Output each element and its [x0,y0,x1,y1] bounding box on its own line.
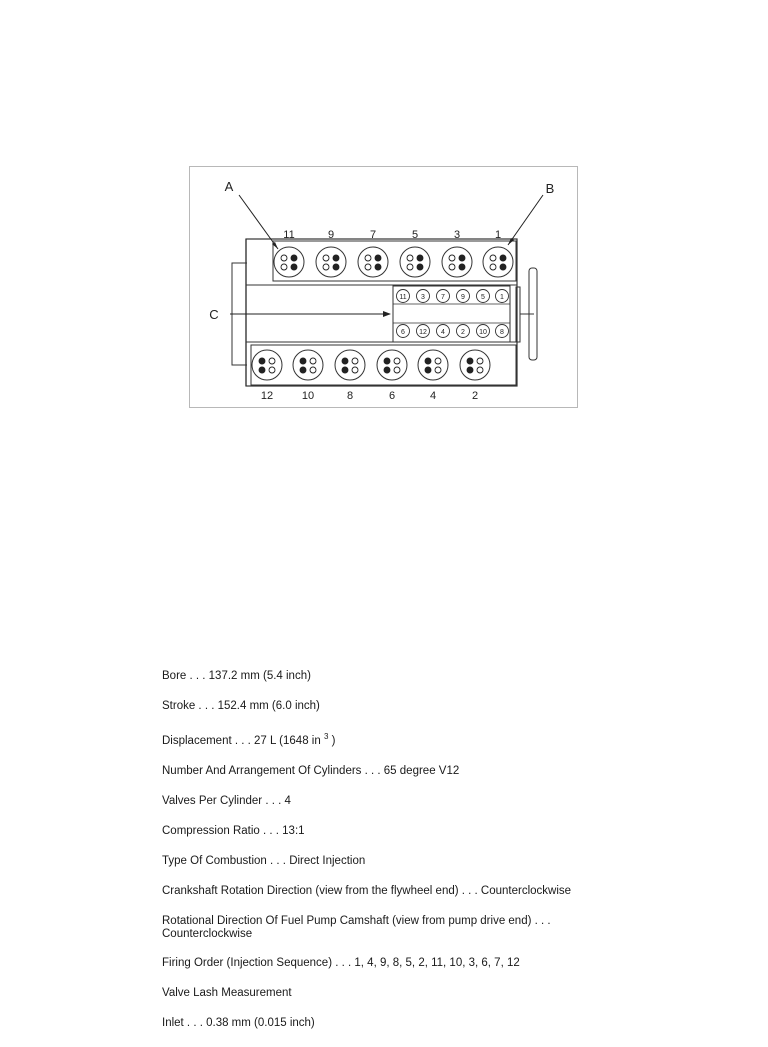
top-cylinder-7-valve-1 [365,255,371,261]
bottom-cylinder-number-12: 12 [260,390,274,402]
top-cylinder-3-valve-2 [459,255,465,261]
bottom-cylinder-8-valve-3 [342,367,348,373]
top-cylinder-1-valve-4 [500,264,506,270]
top-cylinder-3 [442,247,472,277]
top-cylinder-1-valve-1 [490,255,496,261]
spec-firing-order: Firing Order (Injection Sequence) . . . 1, 4, 9, 8, 5, 2, 11, 10, 3, 6, 7, 12 [162,957,520,969]
bottom-cylinder-number-10: 10 [301,390,315,402]
spec-camshaft-line1: Rotational Direction Of Fuel Pump Camshaft (view from pump drive end) . . . [162,915,551,927]
bottom-cylinder-2-valve-4 [477,367,483,373]
spec-cylinders: Number And Arrangement Of Cylinders . . . 65 degree V12 [162,765,460,777]
bottom-cylinder-6 [377,350,407,380]
spec-stroke: Stroke . . . 152.4 mm (6.0 inch) [162,700,320,712]
spec-displacement-end: ) [328,735,336,747]
injector-top-number-7: 7 [441,294,445,301]
bottom-cylinder-10-valve-1 [300,358,306,364]
top-cylinder-7-valve-3 [365,264,371,270]
top-cylinder-11-valve-2 [291,255,297,261]
bottom-cylinder-4-valve-4 [435,367,441,373]
engine-specifications [162,670,632,1047]
bottom-cylinder-2-valve-3 [467,367,473,373]
bottom-cylinder-12-valve-4 [269,367,275,373]
callout-a-leader [239,195,278,249]
bottom-cylinder-4-valve-3 [425,367,431,373]
injector-top-number-9: 9 [461,294,465,301]
bottom-cylinder-6-valve-4 [394,367,400,373]
injection-pump-box [393,286,510,342]
top-cylinder-11-valve-3 [281,264,287,270]
injector-bottom-number-4: 4 [441,329,445,336]
bottom-cylinder-6-valve-2 [394,358,400,364]
top-cylinder-5-valve-4 [417,264,423,270]
injector-top-number-5: 5 [481,294,485,301]
spec-valves: Valves Per Cylinder . . . 4 [162,795,291,807]
bottom-cylinder-6-valve-1 [384,358,390,364]
top-cylinder-head [273,241,516,281]
top-cylinder-9-valve-4 [333,264,339,270]
bottom-cylinder-6-valve-3 [384,367,390,373]
injector-top-number-1: 1 [500,294,504,301]
top-cylinder-7 [358,247,388,277]
top-cylinder-number-7: 7 [369,229,377,241]
bottom-cylinder-8-valve-2 [352,358,358,364]
bottom-cylinder-4-valve-2 [435,358,441,364]
bottom-cylinder-12-valve-2 [269,358,275,364]
top-cylinder-11 [274,247,304,277]
bottom-cylinder-2-valve-1 [467,358,473,364]
top-cylinder-9-valve-3 [323,264,329,270]
engine-cylinder-diagram [189,166,578,408]
bottom-cylinder-number-4: 4 [429,390,437,402]
spec-bore: Bore . . . 137.2 mm (5.4 inch) [162,670,311,682]
top-cylinder-5 [400,247,430,277]
top-cylinder-1-valve-2 [500,255,506,261]
injector-top-number-3: 3 [421,294,425,301]
spec-displacement-sup: 3 [323,732,329,741]
top-cylinder-number-1: 1 [494,229,502,241]
callout-c-label: C [209,307,219,322]
spec-crankshaft: Crankshaft Rotation Direction (view from the flywheel end) . . . Counterclockwise [162,885,572,897]
spec-valve-lash: Valve Lash Measurement [162,987,292,999]
top-cylinder-5-valve-2 [417,255,423,261]
top-cylinder-5-valve-3 [407,264,413,270]
spec-inlet: Inlet . . . 0.38 mm (0.015 inch) [162,1017,315,1029]
bottom-cylinder-10 [293,350,323,380]
top-cylinder-9-valve-2 [333,255,339,261]
bottom-cylinder-number-6: 6 [388,390,396,402]
spec-compression: Compression Ratio . . . 13:1 [162,825,305,837]
top-cylinder-1-valve-3 [490,264,496,270]
top-cylinder-number-9: 9 [327,229,335,241]
top-cylinder-5-valve-1 [407,255,413,261]
spec-combustion: Type Of Combustion . . . Direct Injection [162,855,366,867]
top-cylinder-number-5: 5 [411,229,419,241]
top-cylinder-number-11: 11 [283,229,295,241]
bottom-cylinder-number-2: 2 [471,390,479,402]
top-cylinder-7-valve-4 [375,264,381,270]
injector-bottom-number-12: 12 [419,329,427,336]
callout-b-leader [508,195,543,245]
bottom-cylinder-8-valve-1 [342,358,348,364]
bottom-cylinder-4-valve-1 [425,358,431,364]
spec-displacement-text: Displacement . . . 27 L (1648 in [162,735,324,747]
spec-camshaft-line2: Counterclockwise [162,928,253,940]
top-cylinder-9-valve-1 [323,255,329,261]
bottom-cylinder-2 [460,350,490,380]
bottom-cylinder-8-valve-4 [352,367,358,373]
bottom-cylinder-12 [252,350,282,380]
top-cylinder-number-3: 3 [453,229,461,241]
top-cylinder-3-valve-1 [449,255,455,261]
injector-bottom-number-8: 8 [500,329,504,336]
spec-displacement [162,730,632,748]
bottom-cylinder-12-valve-1 [259,358,265,364]
top-cylinder-11-valve-4 [291,264,297,270]
bottom-cylinder-10-valve-2 [310,358,316,364]
bottom-cylinder-8 [335,350,365,380]
callout-b-label: B [545,181,555,196]
bottom-cylinder-12-valve-3 [259,367,265,373]
spec-camshaft [162,915,632,941]
top-cylinder-9 [316,247,346,277]
injector-bottom-number-10: 10 [479,329,487,336]
top-cylinder-3-valve-3 [449,264,455,270]
injector-bottom-number-2: 2 [461,329,465,336]
bottom-cylinder-number-8: 8 [346,390,354,402]
injector-top-number-11: 11 [399,294,407,301]
top-cylinder-11-valve-1 [281,255,287,261]
callout-a-label: A [224,179,234,194]
top-cylinder-1 [483,247,513,277]
bottom-cylinder-2-valve-2 [477,358,483,364]
bottom-cylinder-10-valve-3 [300,367,306,373]
injector-bottom-number-6: 6 [401,329,405,336]
engine-diagram-svg [190,167,579,409]
top-cylinder-3-valve-4 [459,264,465,270]
top-cylinder-7-valve-2 [375,255,381,261]
bottom-cylinder-10-valve-4 [310,367,316,373]
bottom-cylinder-4 [418,350,448,380]
